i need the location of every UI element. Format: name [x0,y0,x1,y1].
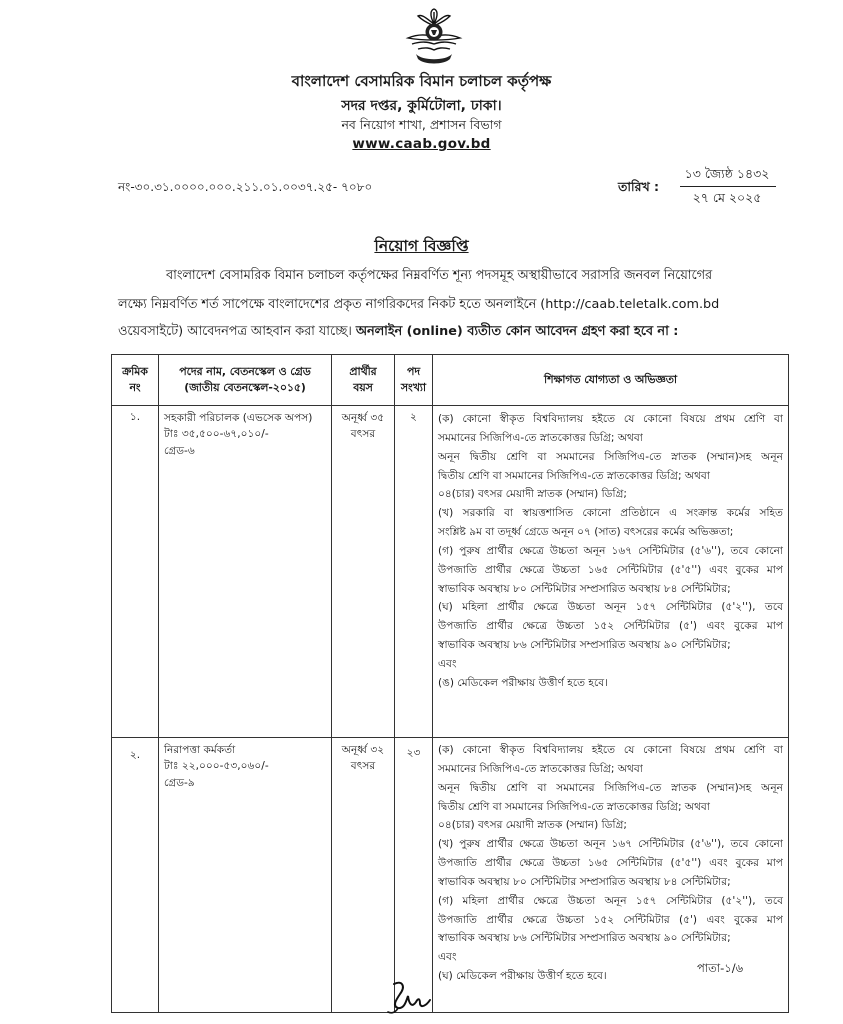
qual-line: স্বাভাবিক অবস্থায় ৮০ সেন্টিমিটার সম্প্রসারিত অবস্থায় ৮৪ সেন্টিমিটার; [438,582,731,595]
caab-emblem-icon [404,8,464,70]
qual-line: অনূন দ্বিতীয় শ্রেণি বা সমমানের সিজিপিএ-তে স্নাতক (সম্মান)সহ অনূন [438,450,783,463]
qual-line: উপজাতি প্রার্থীর ক্ষেত্রে উচ্চতা ১৫২ সেন্টিমিটার (৫') এবং বুকের মাপ [438,620,783,633]
header-post [159,355,332,406]
row-age [332,738,395,1013]
row-serial: ২. [112,738,159,1013]
header-serial-l1: ক্রমিক [122,365,148,379]
qual-line: (খ) সরকারি বা স্বায়ত্তশাসিত কোনো প্রতিষ্ঠানে এ সংক্রান্ত কর্মের সহিত [438,507,783,520]
header-count-l1: পদ [406,365,420,379]
row-qualification [433,406,789,738]
qual-line: উপজাতি প্রার্থীর ক্ষেত্রে উচ্চতা ১৫২ সেন্টিমিটার (৫') এবং বুকের মাপ [438,913,783,926]
qual-line: উপজাতি প্রার্থীর ক্ষেত্রে উচ্চতা ১৬৫ সেন্টিমিটার (৫'৫'') এবং বুকের মাপ [438,857,783,870]
vacancy-table [111,354,789,1013]
qual-line: দ্বিতীয় শ্রেণি বা সমমানের সিজিপিএ-তে স্নাতকোত্তর ডিগ্রি; অথবা [438,469,710,482]
header-post-l1: পদের নাম, বেতনস্কেল ও গ্রেড [179,365,311,379]
qual-line: সমমানের সিজিপিএ-তে স্নাতকোত্তর ডিগ্রি; অথবা [438,431,643,444]
pay-scale: টাঃ ২২,০০০-৫৩,০৬০/- [164,760,269,773]
age-limit: অনূর্ধ্ব ৩৫ [341,412,385,424]
row-post [159,738,332,1013]
qual-line: সংশ্লিষ্ট ৯ম বা তদূর্ধ্ব গ্রেডে অনূন ০৭ (সাত) বৎসরের কর্মের অভিজ্ঞতা; [438,526,734,539]
pay-scale: টাঃ ৩৫,৫০০-৬৭,০১০/- [164,428,269,441]
signature-icon [384,978,440,1018]
intro-line-3-text: ওয়েবসাইটে) আবেদনপত্র আহবান করা যাচ্ছে। [118,324,352,339]
intro-line-3 [118,322,678,343]
age-unit: বৎসর [350,428,376,441]
header-count [395,355,433,406]
date-bangla: ১৩ জ্যৈষ্ঠ ১৪৩২ [684,166,770,181]
qual-line: ০৪(চার) বৎসর মেয়াদী স্নাতক (সম্মান) ডিগ্রি; [438,819,627,832]
website-link[interactable]: www.caab.gov.bd [352,136,491,152]
grade: গ্রেড-৬ [164,444,195,457]
org-section: নব নিয়োগ শাখা, প্রশাসন বিভাগ [341,117,502,132]
post-name: সহকারী পরিচালক (এভসেক অপস) [164,412,313,424]
header-post-l2: (জাতীয় বেতনস্কেল-২০১৫) [184,381,306,394]
qual-line: স্বাভাবিক অবস্থায় ৮৬ সেন্টিমিটার সম্প্রসারিত অবস্থায় ৯০ সেন্টিমিটার; [438,639,731,652]
qual-line: (ঘ) মহিলা প্রার্থীর ক্ষেত্রে উচ্চতা অনূন ১৫৭ সেন্টিমিটার (৫'২''), তবে [438,601,783,614]
qual-line: (ক) কোনো স্বীকৃত বিশ্ববিদ্যালয় হইতে যে কোনো বিষয়ে প্রথম শ্রেণি বা [438,744,783,756]
date-label: তারিখ : [618,179,660,194]
qual-line: এবং [438,657,457,670]
page-number: পাতা-১/৬ [697,961,744,975]
notice-title-wrap [0,234,843,260]
table-row [112,738,789,1013]
qual-line: (ঙ) মেডিকেল পরীক্ষায় উত্তীর্ণ হতে হবে। [438,676,608,689]
qual-line: উপজাতি প্রার্থীর ক্ষেত্রে উচ্চতা ১৬৫ সেন্টিমিটার (৫'৫'') এবং বুকের মাপ [438,563,783,576]
header-age-l1: প্রার্থীর [349,365,377,379]
qual-line: (খ) পুরুষ প্রার্থীর ক্ষেত্রে উচ্চতা অনূন ১৬৭ সেন্টিমিটার (৫'৬''), তবে কোনো [438,838,783,851]
intro-line-1: বাংলাদেশ বেসামরিক বিমান চলাচল কর্তৃপক্ষের নিম্নবর্ণিত শূন্য পদসমূহ অস্থায়ীভাবে সরাসরি জনবল নিয়োগের [166,268,713,283]
row-count: ২৩ [395,738,433,1013]
org-address: সদর দপ্তর, কুর্মিটোলা, ঢাকা। [341,98,502,114]
qual-line: দ্বিতীয় শ্রেণি বা সমমানের সিজিপিএ-তে স্নাতকোত্তর ডিগ্রি; অথবা [438,800,710,813]
qual-line: (গ) পুরুষ প্রার্থীর ক্ষেত্রে উচ্চতা অনূন ১৬৭ সেন্টিমিটার (৫'৬''), তবে কোনো [438,544,783,557]
table-header-row [112,355,789,406]
header-age [332,355,395,406]
notice-title: নিয়োগ বিজ্ঞপ্তি [374,237,469,255]
header-qualification: শিক্ষাগত যোগ্যতা ও অভিজ্ঞতা [433,355,789,406]
header-age-l2: বয়স [353,381,373,394]
qual-line: (গ) মহিলা প্রার্থীর ক্ষেত্রে উচ্চতা অনূন ১৫৭ সেন্টিমিটার (৫'২''), তবে [438,894,783,907]
date-divider [680,186,776,187]
memo-number: নং-৩০.৩১.০০০০.০০০.২১১.০১.০০৩৭.২৫- ৭০৮০ [118,180,373,194]
post-name: নিরাপত্তা কর্মকর্তা [164,744,236,756]
header-serial-l2: নং [129,381,141,394]
table-row [112,406,789,738]
qual-line: অনূন দ্বিতীয় শ্রেণি বা সমমানের সিজিপিএ-তে স্নাতক (সম্মান)সহ অনূন [438,781,783,794]
qual-line: (ঘ) মেডিকেল পরীক্ষায় উত্তীর্ণ হতে হবে। [438,970,607,983]
intro-line-2: লক্ষ্যে নিম্নবর্ণিত শর্ত সাপেক্ষে বাংলাদেশের প্রকৃত নাগরিকদের নিকট হতে অনলাইনে (http://caab.teletalk.com.bd [118,297,720,312]
grade: গ্রেড-৯ [164,776,195,789]
row-serial: ১. [112,406,159,738]
row-count: ২ [395,406,433,738]
header-serial [112,355,159,406]
age-unit: বৎসর [350,760,376,773]
qual-line: স্বাভাবিক অবস্থায় ৮০ সেন্টিমিটার সম্প্রসারিত অবস্থায় ৮৪ সেন্টিমিটার; [438,875,731,888]
org-name: বাংলাদেশ বেসামরিক বিমান চলাচল কর্তৃপক্ষ [291,72,552,90]
age-limit: অনূর্ধ্ব ৩২ [341,744,385,756]
row-post [159,406,332,738]
qual-line: সমমানের সিজিপিএ-তে স্নাতকোত্তর ডিগ্রি; অথবা [438,762,643,775]
qual-line: এবং [438,951,457,964]
header-count-l2: সংখ্যা [400,381,427,394]
qual-line: স্বাভাবিক অবস্থায় ৮৬ সেন্টিমিটার সম্প্রসারিত অবস্থায় ৯০ সেন্টিমিটার; [438,932,731,945]
intro-line-3-bold: অনলাইন (online) ব্যতীত কোন আবেদন গ্রহণ করা হবে না : [355,324,679,339]
qual-line: (ক) কোনো স্বীকৃত বিশ্ববিদ্যালয় হইতে যে কোনো বিষয়ে প্রথম শ্রেণি বা [438,413,783,425]
row-age [332,406,395,738]
qual-line: ০৪(চার) বৎসর মেয়াদী স্নাতক (সম্মান) ডিগ্রি; [438,488,627,501]
date-gregorian: ২৭ মে ২০২৫ [692,190,762,205]
